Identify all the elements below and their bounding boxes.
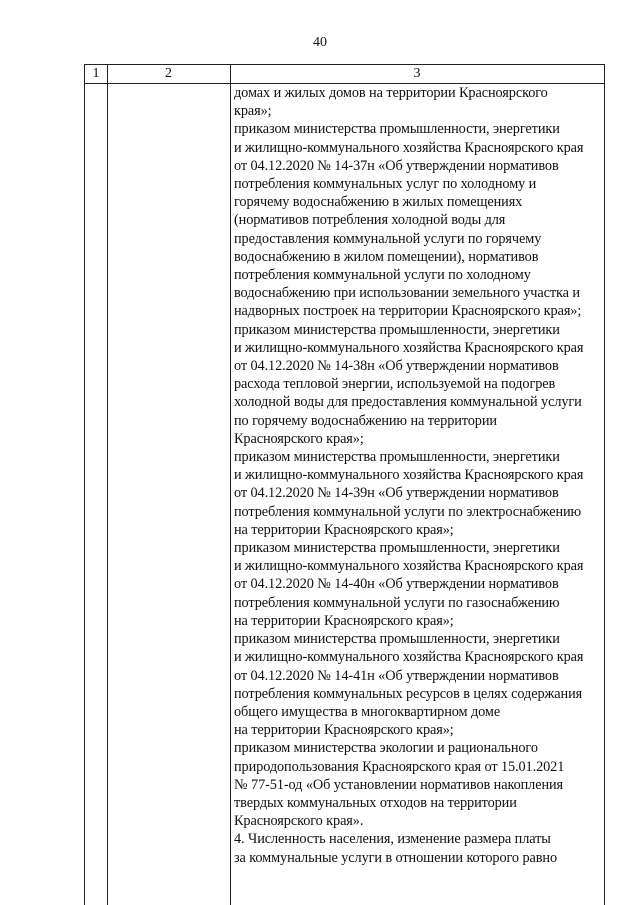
column-3-text bbox=[234, 84, 604, 867]
column-divider-1 bbox=[107, 65, 108, 905]
text-line: горячему водоснабжению в жилых помещениях bbox=[234, 194, 523, 211]
text-line: Красноярского края». bbox=[234, 813, 364, 830]
text-line: приказом министерства промышленности, энергетики bbox=[234, 321, 560, 338]
column-header-3: 3 bbox=[413, 66, 421, 81]
text-line: от 04.12.2020 № 14-39н «Об утверждении нормативов bbox=[234, 485, 559, 502]
text-line: потребления коммунальной услуги по газоснабжению bbox=[234, 594, 560, 611]
text-line: твердых коммунальных отходов на территории bbox=[234, 794, 517, 811]
text-line: водоснабжению в жилом помещении), нормативов bbox=[234, 248, 539, 265]
text-line: от 04.12.2020 № 14-41н «Об утверждении нормативов bbox=[234, 667, 559, 684]
text-line: и жилищно-коммунального хозяйства Красноярского края bbox=[234, 339, 584, 356]
text-line: и жилищно-коммунального хозяйства Красноярского края bbox=[234, 649, 584, 666]
text-line: и жилищно-коммунального хозяйства Красноярского края bbox=[234, 467, 584, 484]
text-line: № 77-51-од «Об установлении нормативов накопления bbox=[234, 776, 564, 793]
text-line: водоснабжению при использовании земельного участка и bbox=[234, 285, 580, 302]
text-line: природопользования Красноярского края от 15.01.2021 bbox=[234, 758, 565, 775]
text-line: потребления коммунальных ресурсов в целях содержания bbox=[234, 685, 583, 702]
text-line: приказом министерства промышленности, энергетики bbox=[234, 121, 560, 138]
text-line: края»; bbox=[234, 103, 272, 120]
text-line: приказом министерства промышленности, энергетики bbox=[234, 449, 560, 466]
text-line: 4. Численность населения, изменение размера платы bbox=[234, 831, 551, 848]
text-line: от 04.12.2020 № 14-40н «Об утверждении нормативов bbox=[234, 576, 559, 593]
column-divider-2 bbox=[230, 65, 231, 905]
text-line: потребления коммунальной услуги по холодному bbox=[234, 267, 531, 284]
table-header-row bbox=[85, 65, 604, 84]
text-line: (нормативов потребления холодной воды для bbox=[234, 212, 506, 229]
text-line: расхода тепловой энергии, используемой на подогрев bbox=[234, 376, 556, 393]
text-line: на территории Красноярского края»; bbox=[234, 722, 454, 739]
text-line: холодной воды для предоставления коммунальной услуги bbox=[234, 394, 582, 411]
text-line: предоставления коммунальной услуги по горячему bbox=[234, 230, 542, 247]
text-line: от 04.12.2020 № 14-37н «Об утверждении нормативов bbox=[234, 157, 559, 174]
text-line: Красноярского края»; bbox=[234, 430, 364, 447]
text-line: приказом министерства промышленности, энергетики bbox=[234, 631, 560, 648]
text-line: и жилищно-коммунального хозяйства Красноярского края bbox=[234, 139, 584, 156]
text-line: общего имущества в многоквартирном доме bbox=[234, 703, 501, 720]
text-line: по горячему водоснабжению на территории bbox=[234, 412, 497, 429]
text-line: и жилищно-коммунального хозяйства Красноярского края bbox=[234, 558, 584, 575]
text-line: от 04.12.2020 № 14-38н «Об утверждении нормативов bbox=[234, 358, 559, 375]
text-line: домах и жилых домов на территории Красноярского bbox=[234, 85, 548, 101]
column-header-2: 2 bbox=[165, 66, 172, 81]
page-number: 40 bbox=[313, 35, 327, 50]
text-line: на территории Красноярского края»; bbox=[234, 521, 454, 538]
text-line: потребления коммунальных услуг по холодному и bbox=[234, 176, 537, 193]
text-line: за коммунальные услуги в отношении которого равно bbox=[234, 849, 557, 866]
text-line: на территории Красноярского края»; bbox=[234, 612, 454, 629]
column-header-1: 1 bbox=[92, 66, 100, 81]
text-line: потребления коммунальной услуги по электроснабжению bbox=[234, 503, 582, 520]
text-line: приказом министерства экологии и рационального bbox=[234, 740, 538, 757]
text-line: надворных построек на территории Красноярского края»; bbox=[234, 303, 582, 320]
document-table bbox=[84, 64, 605, 905]
text-line: приказом министерства промышленности, энергетики bbox=[234, 540, 560, 557]
